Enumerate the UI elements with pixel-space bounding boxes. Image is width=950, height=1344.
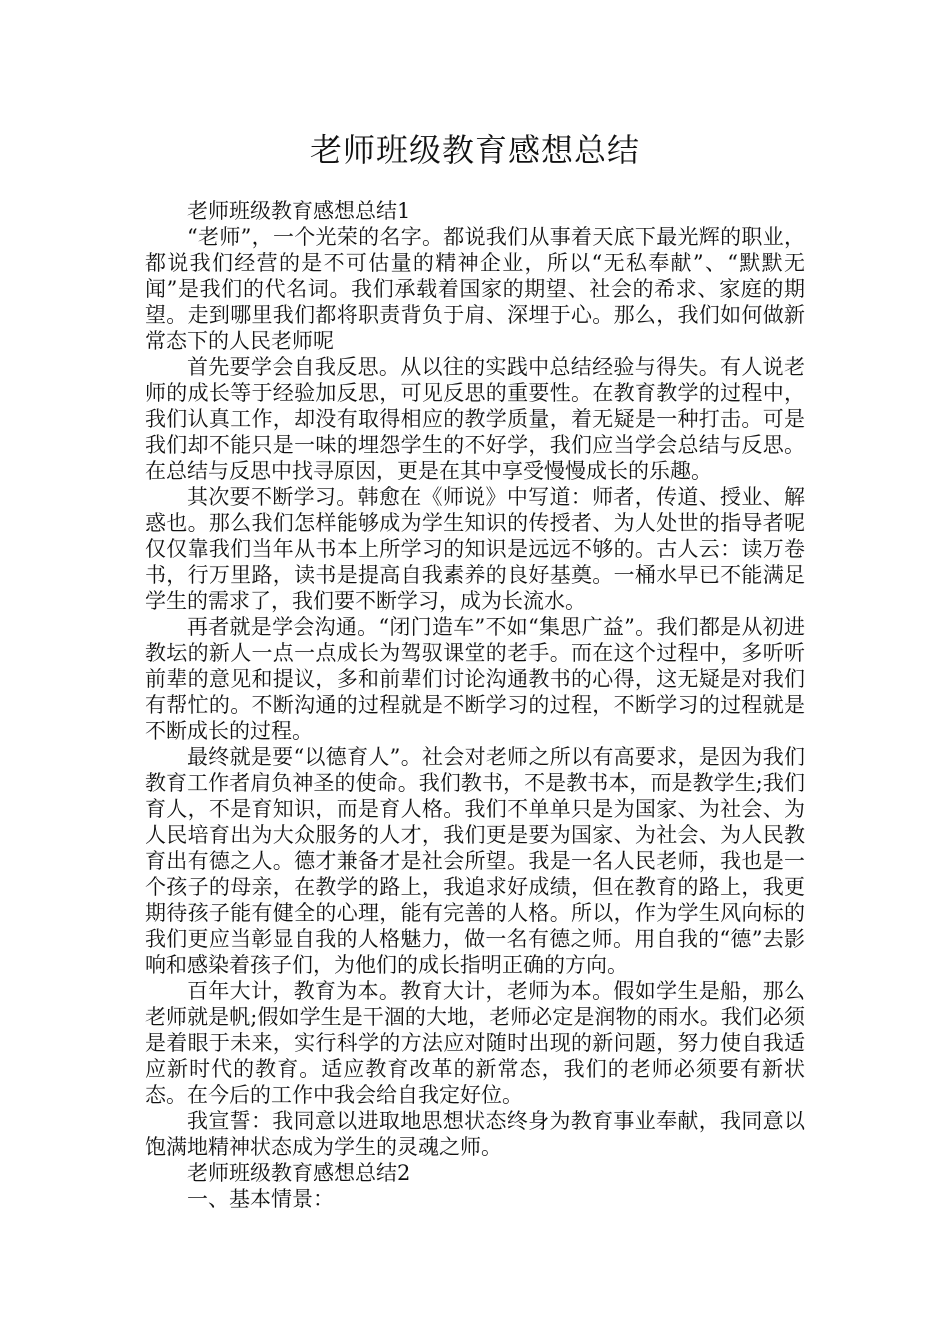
paragraph: “老师”，一个光荣的名字。都说我们从事着天底下最光辉的职业，都说我们经营的是不可估量的精神企业，所以“无私奉献”、“默默无闻”是我们的代名词。我们承载着国家的期望、社会的希求、家庭的期望。走到哪里我们都将职责背负于肩、深埋于心。那么，我们如何做新常态下的人民老师呢 [145, 225, 805, 353]
section-heading-2: 老师班级教育感想总结2 [187, 1161, 411, 1185]
paragraph: 百年大计，教育为本。教育大计，老师为本。假如学生是船，那么老师就是帆;假如学生是干涸的大地，老师必定是润物的雨水。我们必须是着眼于未来，实行科学的方法应对随时出现的新问题，努力使自我适应新时代的教育。适应教育改革的新常态，我们的老师必须要有新状态。在今后的工作中我会给自我定好位。 [145, 979, 805, 1107]
document-body [145, 198, 805, 1212]
paragraph: 其次要不断学习。韩愈在《师说》中写道：师者，传道、授业、解惑也。那么我们怎样能够成为学生知识的传授者、为人处世的指导者呢仅仅靠我们当年从书本上所学习的知识是远远不够的。古人云：读万卷书，行万里路，读书是提高自我素养的良好基奠。一桶水早已不能满足学生的需求了，我们要不断学习，成为长流水。 [145, 485, 805, 613]
paragraph: 首先要学会自我反思。从以往的实践中总结经验与得失。有人说老师的成长等于经验加反思，可见反思的重要性。在教育教学的过程中，我们认真工作，却没有取得相应的教学质量，着无疑是一种打击。可是我们却不能只是一味的埋怨学生的不好学，我们应当学会总结与反思。在总结与反思中找寻原因，更是在其中享受慢慢成长的乐趣。 [145, 355, 805, 483]
subsection-heading: 一、基本情景： [187, 1187, 334, 1211]
document-title: 老师班级教育感想总结 [309, 131, 640, 169]
paragraph: 最终就是要“以德育人”。社会对老师之所以有高要求，是因为我们教育工作者肩负神圣的使命。我们教书，不是教书本，而是教学生;我们育人，不是育知识，而是育人格。我们不单单只是为国家、为社会、为人民培育出为大众服务的人才，我们更是要为国家、为社会、为人民教育出有德之人。德才兼备才是社会所望。我是一名人民老师，我也是一个孩子的母亲，在教学的路上，我追求好成绩，但在教育的路上，我更期待孩子能有健全的心理，能有完善的人格。所以，作为学生风向标的我们更应当彰显自我的人格魅力，做一名有德之师。用自我的“德”去影响和感染着孩子们，为他们的成长指明正确的方向。 [145, 745, 805, 977]
section-heading-1: 老师班级教育感想总结1 [187, 199, 411, 223]
paragraph: 我宣誓：我同意以进取地思想状态终身为教育事业奉献，我同意以饱满地精神状态成为学生的灵魂之师。 [145, 1109, 805, 1159]
paragraph: 再者就是学会沟通。“闭门造车”不如“集思广益”。我们都是从初进教坛的新人一点一点成长为驾驭课堂的老手。而在这个过程中，多听听前辈的意见和提议，多和前辈们讨论沟通教书的心得，这无疑是对我们有帮忙的。不断沟通的过程就是不断学习的过程，不断学习的过程就是不断成长的过程。 [145, 615, 805, 743]
